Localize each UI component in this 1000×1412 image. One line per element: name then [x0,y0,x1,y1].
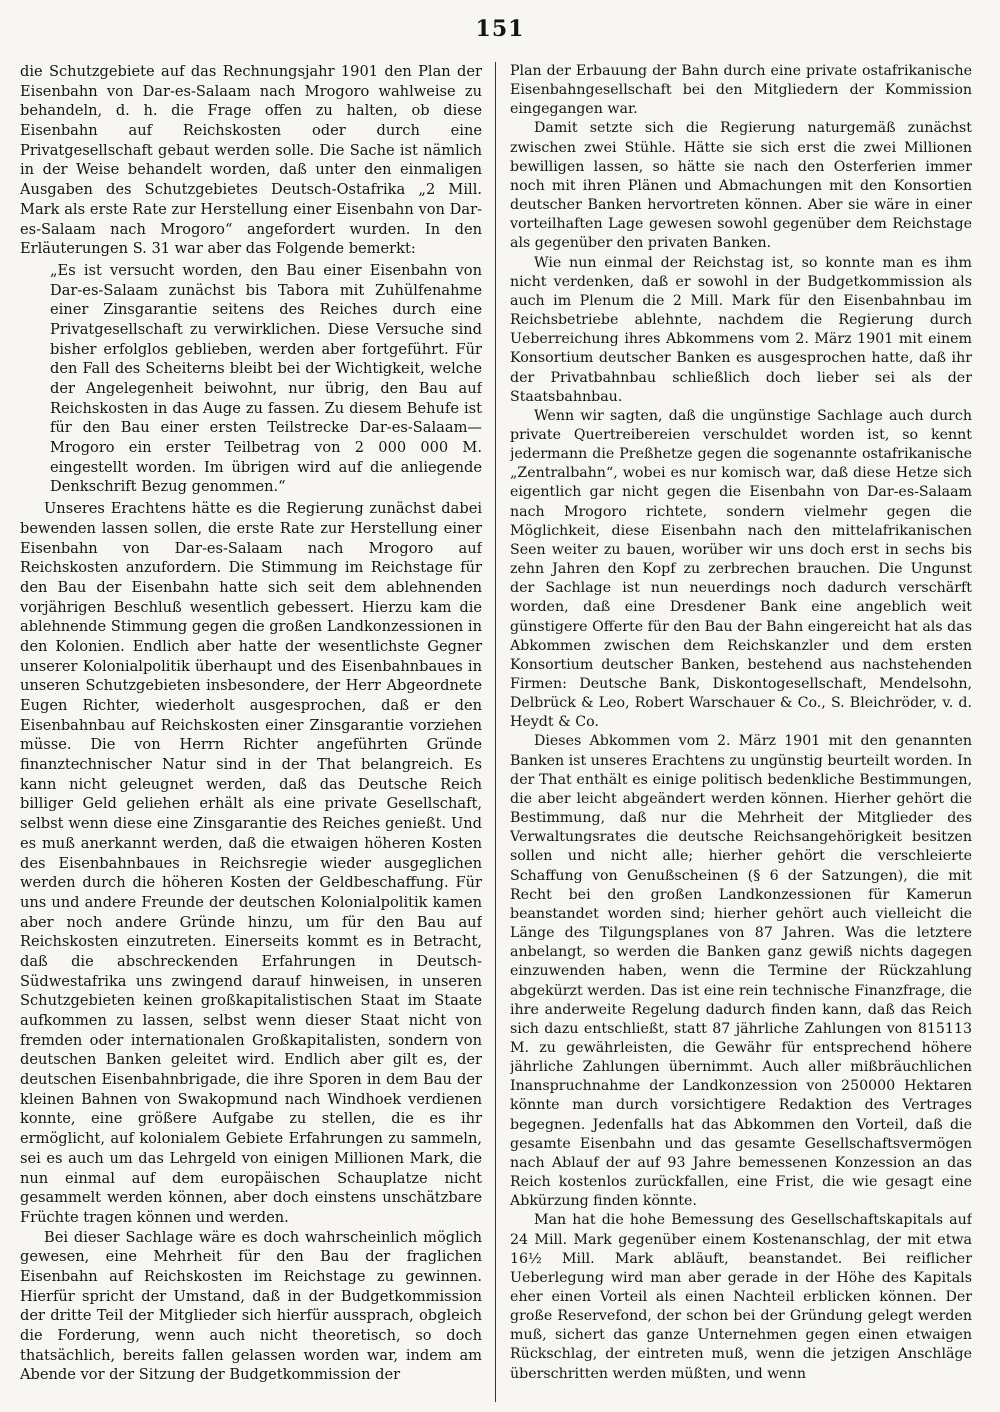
quotation: „Es ist versucht worden, den Bau einer Eisenbahn von Dar-es-Salaam zunächst bis Tabora mit Zuhülfenahme einer Zinsgarantie seitens des Reiches durch eine Privatgesellschaft zu verwirklichen. Diese Versuche sind bisher erfolglos geblieben, werden aber fortgeführt. Für den Fall des Scheiterns bleibt bei der Wichtigkeit, welche der Angelegenheit beiwohnt, nur übrig, den Bau auf Reichskosten in das Auge zu fassen. Zu diesem Behufe ist für den Bau einer ersten Teilstrecke Dar-es-Salaam—Mrogoro ein erster Teilbetrag von 2 000 000 M. eingestellt worden. Im übrigen wird auf die anliegende Denkschrift Bezug genommen.“ [50,261,482,496]
paragraph: Damit setzte sich die Regierung naturgemäß zunächst zwischen zwei Stühle. Hätte sie sich erst die zwei Millionen bewilligen lassen, so hätte sie nach den Osterferien immer noch mit ihren Plänen und Abmachungen mit den Konsortien deutscher Banken hervortreten können. Aber sie wäre in einer vorteilhaften Lage gewesen sowohl gegenüber dem Reichstage als gegenüber den privaten Banken. [510,120,972,252]
paragraph: Bei dieser Sachlage wäre es doch wahrscheinlich möglich gewesen, eine Mehrheit für den Bau der fraglichen Eisenbahn auf Reichskosten im Reichstage zu gewinnen. Hierfür spricht der Umstand, daß in der Budgetkommission der dritte Teil der Mitglieder sich hierfür aussprach, obgleich die Forderung, wenn auch nicht theoretisch, so doch thatsächlich, bereits fallen gelassen worden war, indem am Abende vor der Sitzung der Budgetkommission der [20,1228,482,1384]
paragraph: Wenn wir sagten, daß die ungünstige Sachlage auch durch private Quertreibereien verschuldet worden ist, so kennt jedermann die Preßhetze gegen die sogenannte ostafrikanische „Zentralbahn“, wobei es nur komisch war, daß diese Hetze sich eigentlich gar nicht gegen die Eisenbahn von Dar-es-Salaam nach Mrogoro richtete, sondern vielmehr gegen die Möglichkeit, diese Eisenbahn nach den mittelafrikanischen Seen weiter zu bauen, worüber wir uns doch erst in sechs bis zehn Jahren den Kopf zu zerbrechen brauchen. Die Ungunst der Sachlage ist nun neuerdings noch dadurch verschärft worden, daß eine Dresdener Bank eine angeblich weit günstigere Offerte für den Bau der Bahn eingereicht hat als das Abkommen zwischen dem Reichskanzler und dem ersten Konsortium deutscher Banken, bestehend aus nachstehenden Firmen: Deutsche Bank, Diskontogesellschaft, Mendelsohn, Delbrück & Leo, Robert Warschauer & Co., S. Bleichröder, v. d. Heydt & Co. [510,407,972,731]
page-number: 151 [475,16,525,42]
column-divider [495,62,496,1402]
right-column [510,62,972,1402]
paragraph: Dieses Abkommen vom 2. März 1901 mit den genannten Banken ist unseres Erachtens zu ungünstig beurteilt worden. In der That enthält es einige politisch bedenkliche Bestimmungen, die aber leicht abgeändert werden können. Hierher gehört die Bestimmung, daß nur die Mehrheit der Mitglieder des Verwaltungsrates die deutsche Reichsangehörigkeit besitzen sollen und nicht alle; hierher gehört die verschleierte Schaffung von Genußscheinen (§ 6 der Satzungen), die mit Recht bei den großen Landkonzessionen für Kamerun beanstandet worden sind; hierher gehört auch vielleicht die Länge des Tilgungsplanes von 87 Jahren. Was die letztere anbelangt, so werden die Banken ganz gewiß nichts dagegen einzuwenden haben, wenn die Termine der Rückzahlung abgekürzt werden. Das ist eine rein technische Finanzfrage, die ihre anderweite Regelung dadurch finden kann, daß das Reich sich dazu entschließt, statt 87 jährliche Zahlungen von 815113 M. zu gewährleisten, die Gewähr für entsprechend höhere jährliche Zahlungen übernimmt. Auch aller mißbräuchlichen Inanspruchnahme der Landkonzession von 250000 Hektaren könnte man durch vorsichtigere Redaktion des Vertrages begegnen. Jedenfalls hat das Abkommen den Vorteil, daß die gesamte Eisenbahn und das gesamte Gesellschaftsvermögen nach Ablauf der auf 93 Jahre bemessenen Konzession an das Reich kostenlos zurückfallen, eine Frist, die wie gesagt eine Abkürzung finden könnte. [510,733,972,1210]
quotation-block [20,261,482,497]
paragraph: die Schutzgebiete auf das Rechnungsjahr 1901 den Plan der Eisenbahn von Dar-es-Salaam nach Mrogoro wahlweise zu behandeln, d. h. die Frage offen zu halten, ob diese Eisenbahn auf Reichskosten oder durch eine Privatgesellschaft gebaut werden solle. Die Sache ist nämlich in der Weise behandelt worden, daß unter den einmaligen Ausgaben des Schutzgebietes Deutsch-Ostafrika „2 Mill. Mark als erste Rate zur Herstellung einer Eisenbahn von Dar-es-Salaam nach Mrogoro“ angefordert wurden. In den Erläuterungen S. 31 war aber das Folgende bemerkt: [20,63,482,258]
paragraph: Wie nun einmal der Reichstag ist, so konnte man es ihm nicht verdenken, daß er sowohl in der Budgetkommission als auch im Plenum die 2 Mill. Mark für den Eisenbahnbau im Reichsbetriebe ablehnte, nachdem die Regierung durch Ueberreichung ihres Abkommens vom 2. März 1901 mit einem Konsortium deutscher Banken es ausgesprochen hatte, daß ihr der Privatbahnbau schließlich doch lieber sei als der Staatsbahnbau. [510,254,972,405]
paragraph: Man hat die hohe Bemessung des Gesellschaftskapitals auf 24 Mill. Mark gegenüber einem Kostenanschlag, der mit etwa 16½ Mill. Mark abläuft, beanstandet. Bei reiflicher Ueberlegung wird man aber gerade in der Höhe des Kapitals eher einen Vorteil als einen Nachteil erblicken können. Der große Reservefond, der schon bei der Gründung gelegt werden muß, sichert das ganze Unternehmen gegen einen etwaigen Rückschlag, der eintreten muß, wenn die jetzigen Anschläge überschritten werden müßten, und wenn [510,1212,972,1382]
left-column [20,62,482,1402]
paragraph: Plan der Erbauung der Bahn durch eine private ostafrikanische Eisenbahngesellschaft bei den Mitgliedern der Kommission eingegangen war. [510,63,972,118]
paragraph: Unseres Erachtens hätte es die Regierung zunächst dabei bewenden lassen sollen, die erste Rate zur Herstellung einer Eisenbahn von Dar-es-Salaam nach Mrogoro auf Reichskosten anzufordern. Die Stimmung im Reichstage für den Bau der Eisenbahn hatte sich seit dem ablehnenden vorjährigen Beschluß wesentlich gebessert. Hierzu kam die ablehnende Stimmung gegen die großen Landkonzessionen in den Kolonien. Endlich aber hatte der wesentlichste Gegner unserer Kolonialpolitik überhaupt und des Eisenbahnbaues in unseren Schutzgebieten insbesondere, der Herr Abgeordnete Eugen Richter, wiederholt ausgesprochen, daß er den Eisenbahnbau auf Reichskosten einer Zinsgarantie vorziehen müsse. Die von Herrn Richter angeführten Gründe finanztechnischer Natur sind in der That belangreich. Es kann nicht geleugnet werden, daß das Deutsche Reich billiger Geld geliehen erhält als eine private Gesellschaft, selbst wenn diese eine Zinsgarantie des Reiches genießt. Und es muß anerkannt werden, daß die etwaigen höheren Kosten des Eisenbahnbaues in Reichsregie wieder ausgeglichen werden durch die höheren Kosten der Geldbeschaffung. Für uns und andere Freunde der deutschen Kolonialpolitik kamen aber noch andere Gründe hinzu, um für den Bau auf Reichskosten einzutreten. Einerseits kommt es in Betracht, daß die abschreckenden Erfahrungen in Deutsch-Südwestafrika uns zwingend darauf hinweisen, in unseren Schutzgebieten keinen großkapitalistischen Staat im Staate aufkommen zu lassen, selbst wenn dieser Staat nicht von fremden oder internationalen Großkapitalisten, sondern von deutschen Banken geleitet wird. Endlich aber gilt es, der deutschen Eisenbahnbrigade, die ihre Sporen in dem Bau der kleinen Bahnen von Swakopmund nach Windhoek verdienen konnte, eine größere Aufgabe zu stellen, die es ihr ermöglicht, auf kolonialem Gebiete Erfahrungen zu sammeln, sei es auch um das Lehrgeld von einigen Millionen Mark, die nun einmal auf dem europäischen Schauplatze nicht gesammelt werden können, aber doch einstens unschätzbare Früchte tragen können und werden. [20,500,482,1226]
